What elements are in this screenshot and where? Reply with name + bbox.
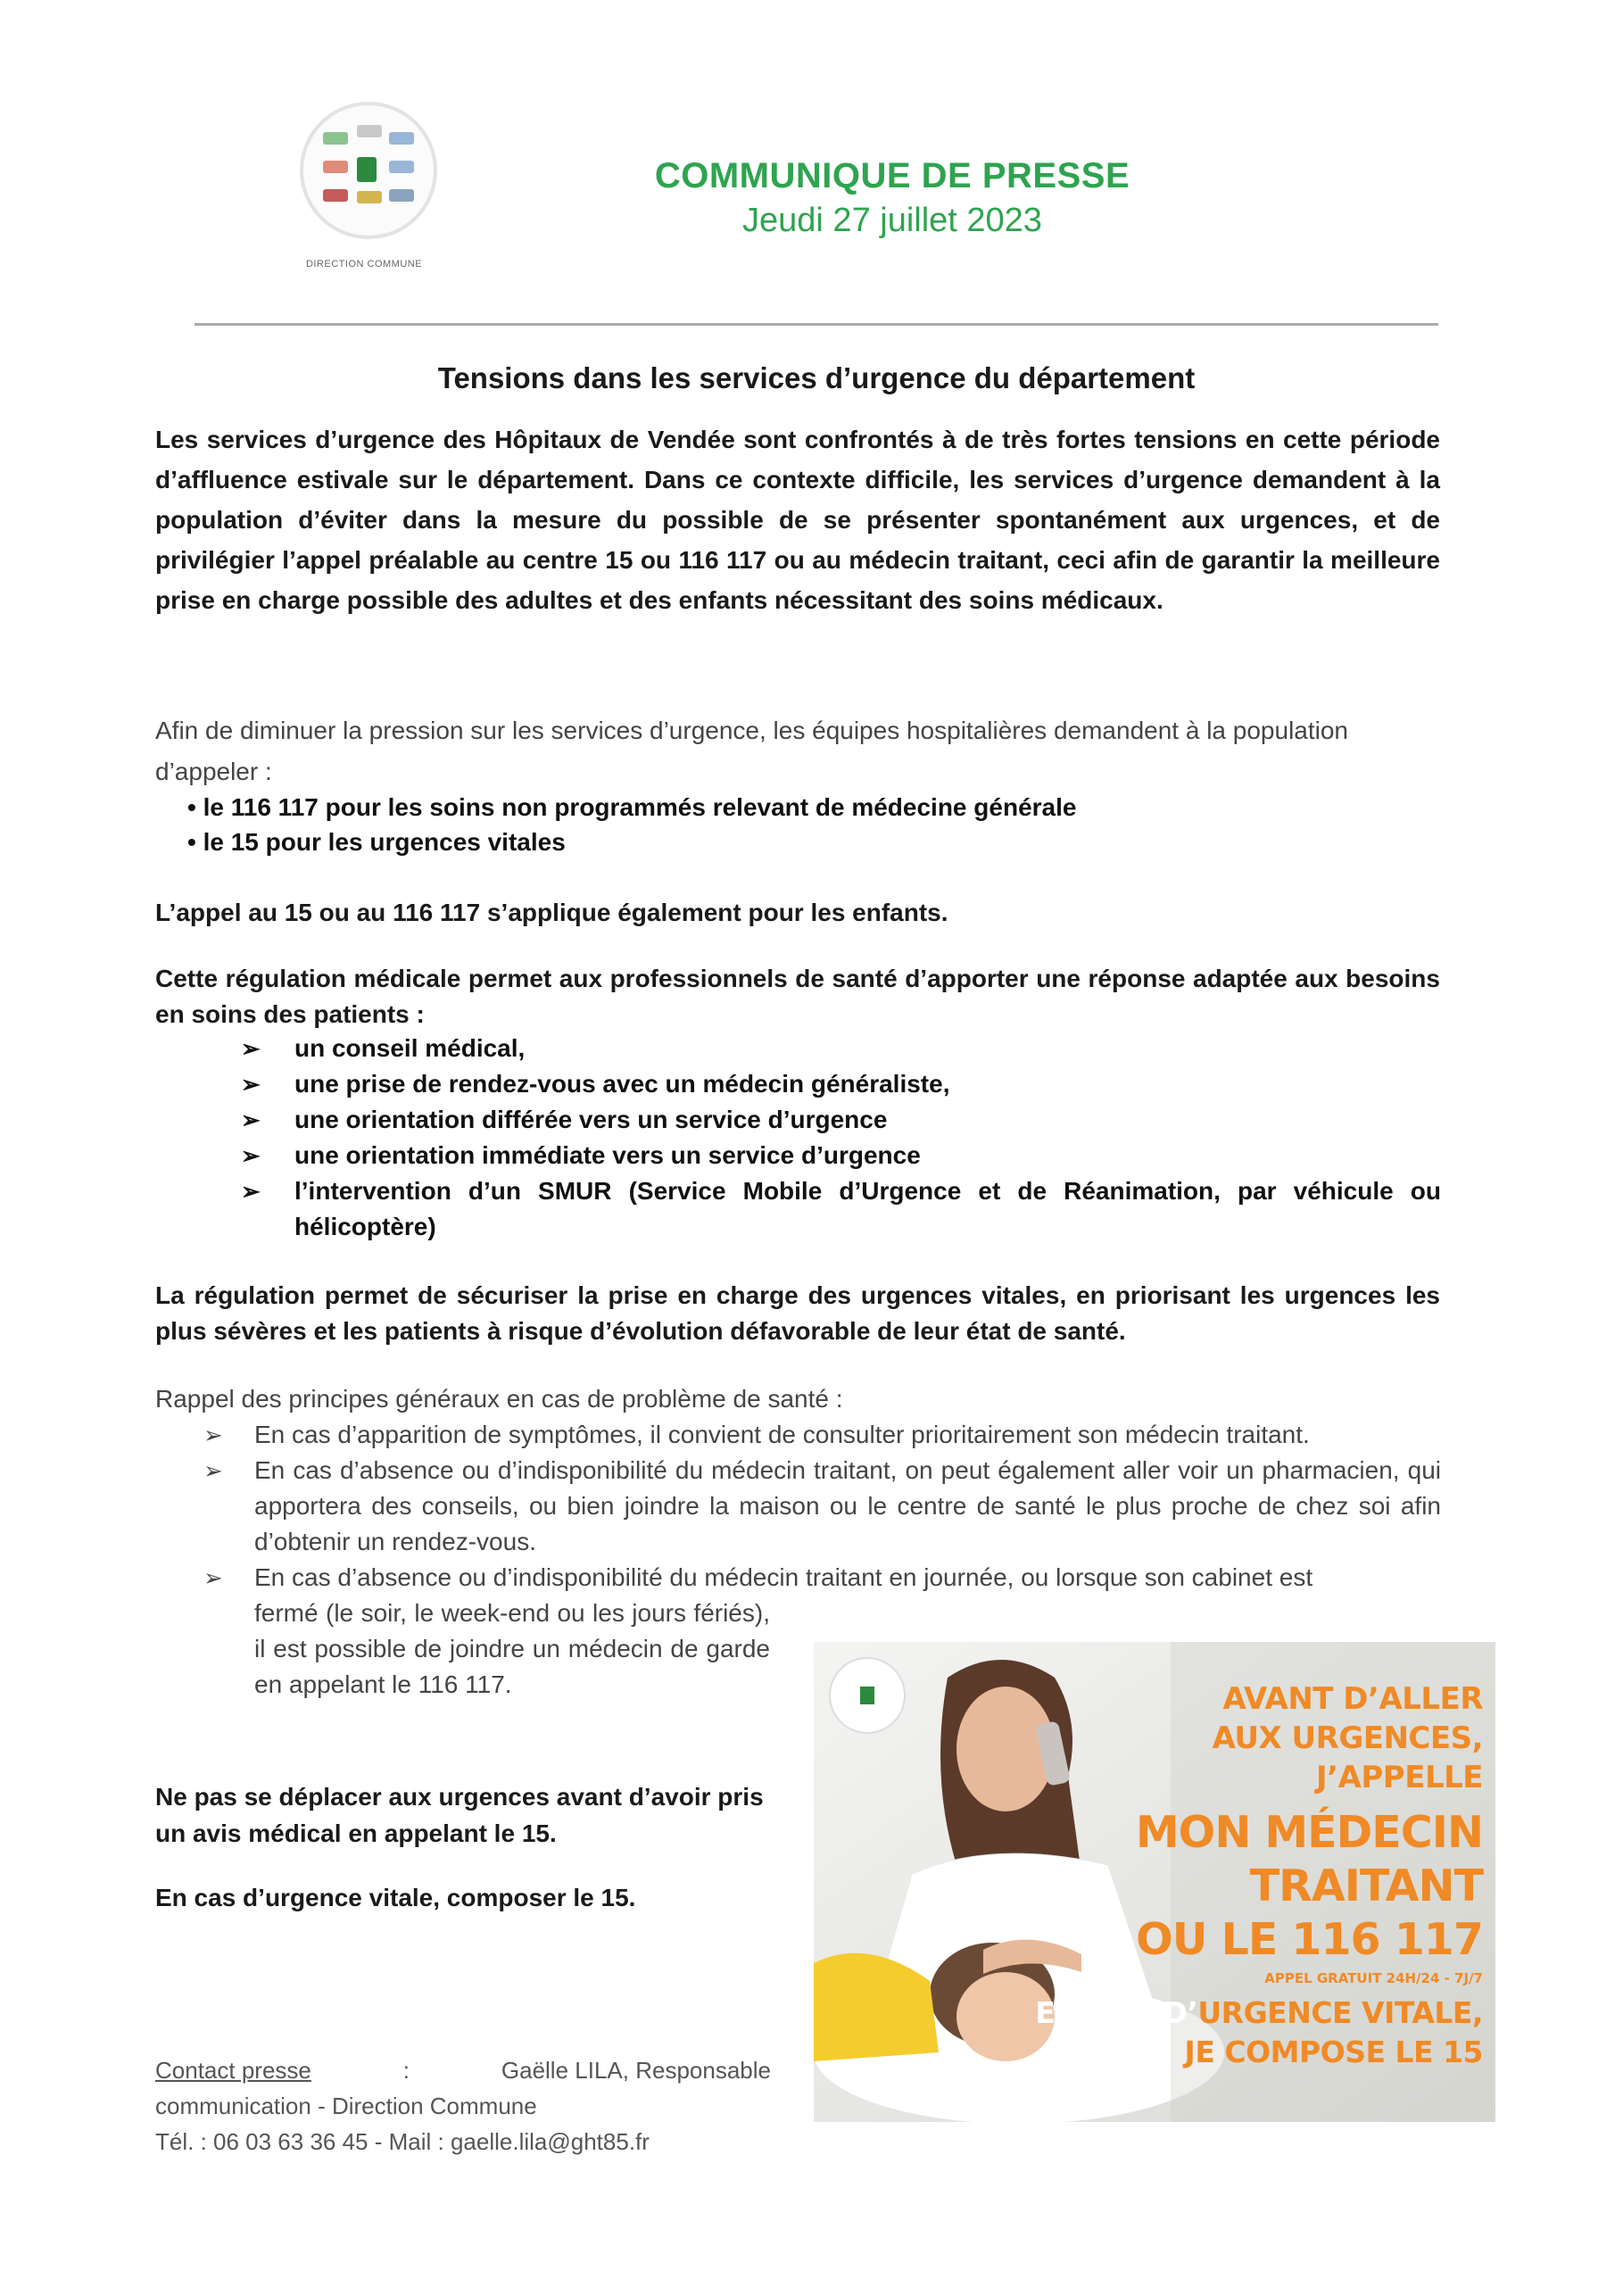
- poster-line: AUX URGENCES,: [1212, 1720, 1483, 1756]
- call-item-text: le 15 pour les urgences vitales: [203, 828, 566, 856]
- contact-line-3: Tél. : 06 03 63 36 45 - Mail : gaelle.lila@ght85.fr: [155, 2128, 650, 2155]
- bullet-dot: •: [187, 793, 203, 821]
- call-item-15: [187, 825, 566, 860]
- poster-vital-message: [1035, 1993, 1483, 2072]
- arrow-bullet-icon: ➢: [241, 1071, 261, 1098]
- contact-line-1: [155, 2052, 771, 2088]
- header-divider: [195, 323, 1438, 326]
- poster-line: OU LE 116 117: [1136, 1914, 1483, 1965]
- warning-vital-emergency: En cas d’urgence vitale, composer le 15.: [155, 1884, 636, 1911]
- list-item-text: une orientation différée vers un service d’urgence: [294, 1106, 888, 1133]
- list-item-text: l’intervention d’un SMUR (Service Mobile d’Urgence et de Réanimation, par véhicule ou hélicoptère): [294, 1177, 1441, 1240]
- list-item-text: une orientation immédiate vers un service d’urgence: [294, 1141, 921, 1169]
- press-release-date: Jeudi 27 juillet 2023: [742, 202, 1042, 239]
- logo-caption: DIRECTION COMMUNE: [305, 259, 423, 269]
- poster-line: [1035, 1993, 1483, 2033]
- arrow-bullet-icon: ➢: [241, 1035, 261, 1062]
- bullet-dot: •: [187, 828, 203, 856]
- regulation-intro: Cette régulation médicale permet aux professionnels de santé d’apporter une réponse adaptée aux besoins en soins des patients :: [155, 965, 1440, 1028]
- call-item-text: le 116 117 pour les soins non programmés relevant de médecine générale: [203, 793, 1077, 821]
- poster-line: AVANT D’ALLER: [1222, 1681, 1483, 1717]
- press-contact: [155, 2052, 771, 2159]
- poster-line: JE COMPOSE LE 15: [1184, 2035, 1483, 2069]
- principles-intro: Rappel des principes généraux en cas de problème de santé :: [155, 1385, 843, 1413]
- mother-face: [956, 1687, 1055, 1811]
- arrow-bullet-icon: ➢: [241, 1178, 261, 1205]
- list-item-text: En cas d’absence ou d’indisponibilité du médecin traitant, on peut également aller voir un pharmacien, qui apportera des conseils, ou bien joindre la maison ou le centre de santé le plus proche de chez soi afin d’obtenir un rendez-vous.: [254, 1456, 1441, 1555]
- regulation-note: La régulation permet de sécuriser la prise en charge des urgences vitales, en priorisant les urgences les plus sévères et les patients à risque d’évolution défavorable de leur état de santé.: [155, 1281, 1440, 1345]
- document-title: Tensions dans les services d’urgence du département: [437, 361, 1196, 394]
- poster-line: TRAITANT: [1249, 1861, 1483, 1911]
- arrow-bullet-icon: ➢: [203, 1422, 223, 1448]
- contact-separator: :: [402, 2057, 410, 2084]
- arrow-bullet-icon: ➢: [241, 1107, 261, 1133]
- list-item-text: En cas d’apparition de symptômes, il convient de consulter prioritairement son médecin traitant.: [254, 1421, 1310, 1448]
- call-item-116117: [187, 790, 1076, 825]
- logo-disc: [300, 102, 437, 239]
- poster-line: MON MÉDECIN: [1135, 1807, 1483, 1858]
- list-item-text: un conseil médical,: [294, 1034, 526, 1062]
- intro-paragraph: Les services d’urgence des Hôpitaux de Vendée sont confrontés à de très fortes tensions en cette période d’affluence estivale sur le département. Dans ce contexte difficile, les services d’urgence demandent à la population d’éviter dans la mesure du possible de se présenter spontanément aux urgences, et de privilégier l’appel préalable au centre 15 ou 116 117 ou au médecin traitant, ceci afin de garantir la meilleure prise en charge possible des adultes et des enfants nécessitant des soins médicaux.: [155, 426, 1440, 614]
- press-release-title: COMMUNIQUE DE PRESSE: [654, 156, 1130, 195]
- organization-logo: [284, 102, 444, 271]
- list-item-text: En cas d’absence ou d’indisponibilité du médecin traitant en journée, ou lorsque son cabinet est: [254, 1563, 1313, 1591]
- children-note: L’appel au 15 ou au 116 117 s’applique également pour les enfants.: [155, 899, 948, 926]
- poster-main-message: [1136, 1806, 1483, 1967]
- poster-free-call: APPEL GRATUIT 24H/24 - 7J/7: [1264, 1970, 1483, 1986]
- poster-line: J’APPELLE: [1316, 1760, 1483, 1795]
- contact-label: Contact presse: [155, 2057, 311, 2084]
- contact-name: Gaëlle LILA, Responsable: [501, 2057, 771, 2084]
- poster-line-part: URGENCE VITALE,: [1197, 1995, 1483, 2030]
- call-intro: Afin de diminuer la pression sur les services d’urgence, les équipes hospitalières demandent à la population d’appeler :: [155, 717, 1348, 785]
- poster-heading: [1213, 1679, 1483, 1797]
- arrow-bullet-icon: ➢: [203, 1457, 223, 1484]
- contact-line-2: communication - Direction Commune: [155, 2093, 537, 2119]
- arrow-bullet-icon: ➢: [241, 1142, 261, 1169]
- poster-line-part: EN CAS D’: [1035, 1995, 1198, 2030]
- list-item-text: une prise de rendez-vous avec un médecin généraliste,: [294, 1070, 950, 1098]
- list-item-text-continued: fermé (le soir, le week-end ou les jours fériés), il est possible de joindre un médecin de garde en appelant le 116 117.: [254, 1599, 770, 1698]
- arrow-bullet-icon: ➢: [203, 1564, 223, 1591]
- awareness-poster: [814, 1642, 1495, 2122]
- warning-no-travel: Ne pas se déplacer aux urgences avant d’avoir pris un avis médical en appelant le 15.: [155, 1783, 764, 1847]
